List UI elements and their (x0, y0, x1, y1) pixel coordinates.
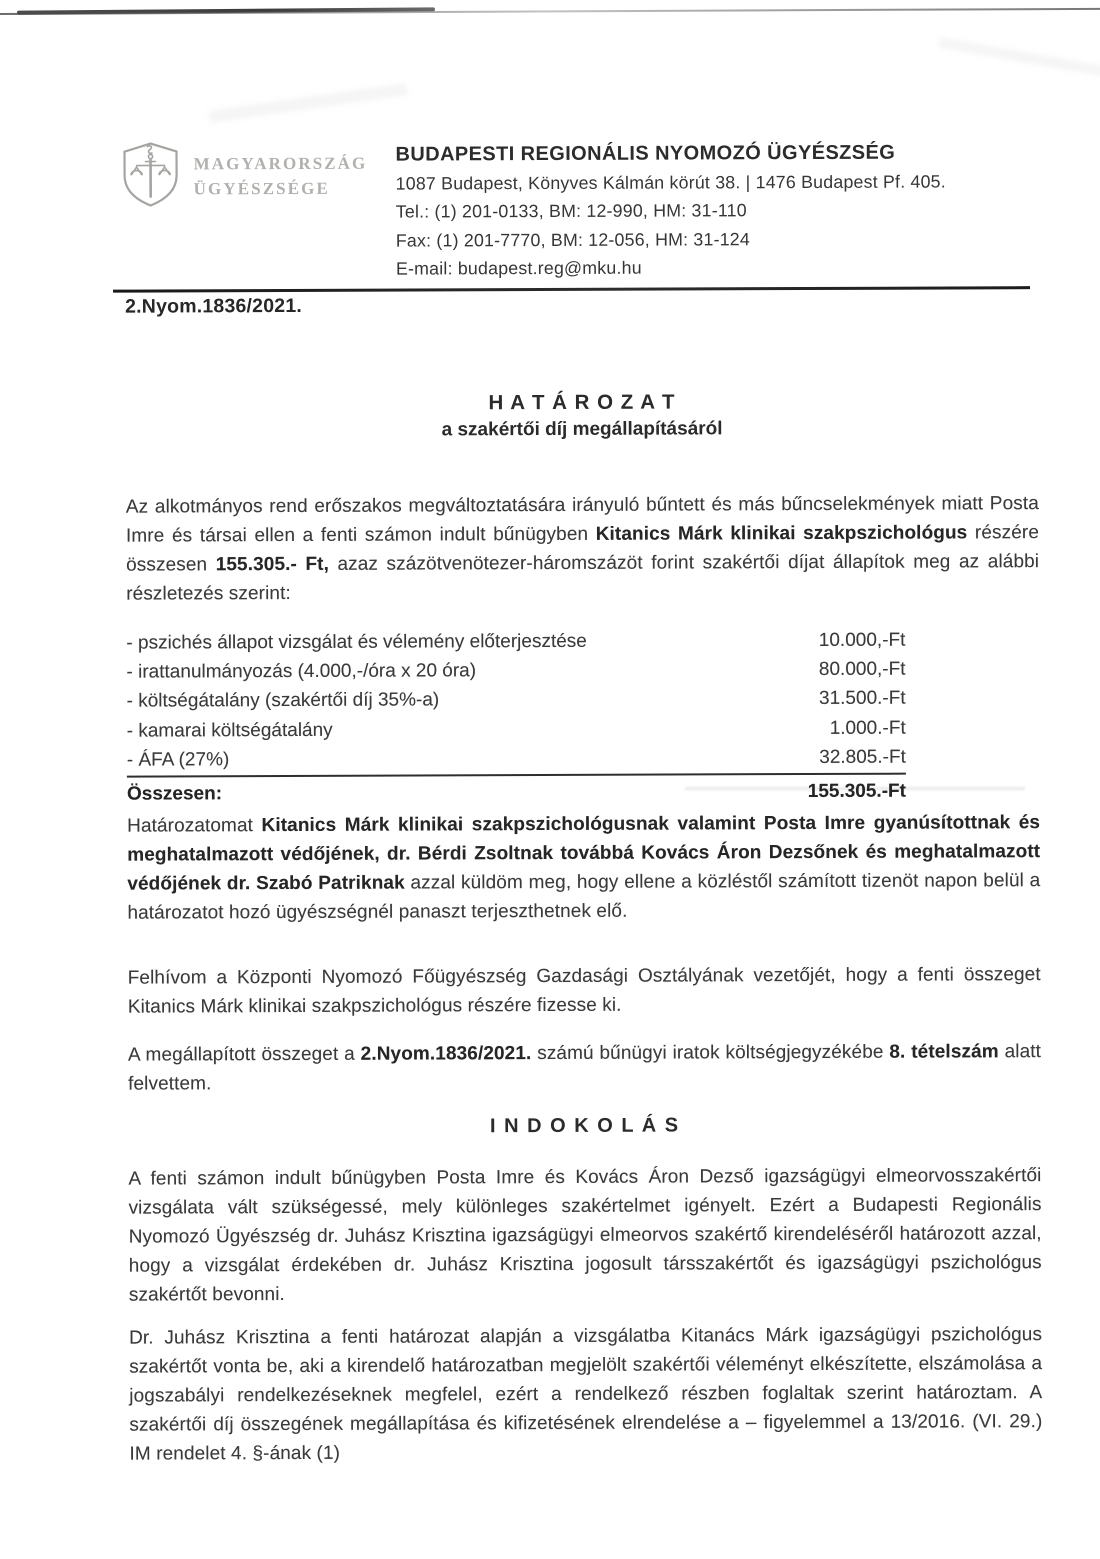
fee-total-label: Összesen: (126, 783, 223, 805)
paragraph-payment-instruction: Felhívom a Központi Nyomozó Főügyészség Gazdasági Osztályának vezetőjét, hogy a fenti összeget Kitanics Márk klinikai szakpszichológus részére fizesse ki. (127, 964, 1041, 1018)
fee-total-row (127, 776, 906, 810)
office-email: E-mail: budapest.reg@mku.hu (395, 257, 642, 279)
fee-row (127, 742, 906, 777)
header-divider (113, 286, 1030, 293)
text-run: azzal küldöm meg, hogy ellene a közléstől számított tizenöt napon belül a határozatot hozó ügyészségnél panaszt terjeszthetnek elő. (127, 870, 1041, 924)
fee-item-amount: 1.000.-Ft (829, 717, 906, 739)
bold-text: Kitanics Márk klinikai szakpszichológusnak valamint Posta Imre gyanúsítottnak és meghatalmazott védőjének, dr. Bérdi Zsoltnak továbbá Kovács Áron Dezsőnek és meghatalmazott védőjének dr. Szabó Patriknak (127, 812, 1041, 895)
office-phone: Tel.: (1) 201-0133, BM: 12-990, HM: 31-110 (395, 200, 747, 222)
fee-item-amount: 32.805.-Ft (819, 746, 906, 768)
fee-row (126, 655, 905, 687)
document-title: H A T Á R O Z A T (488, 390, 676, 415)
text-run: azaz százötvenötezer-háromszázöt forint szakértői díjat állapítok meg az alábbi részletezés szerint: (126, 551, 1040, 605)
fee-row (126, 626, 905, 658)
bold-text: 155.305.- Ft, (215, 553, 329, 576)
office-contact-block (395, 138, 946, 283)
paragraph-reasoning-2: Dr. Juhász Krisztina a fenti határozat alapján a vizsgálatba Kitanács Márk igazságügyi pszichológus szakértőt vonta be, aki a kirendelő határozatban megjelölt szakértői véleményt elkészítette, elszámolása a jogszabályi rendelkezéseknek megfelel, ezért a rendelkező részben foglaltak szerint határoztam. A szakértői díj összegének megállapítása és kifizetésének elrendelése a – figyelemmel a 13/2016. (VI. 29.) IM rendelet 4. §-ának (1) (129, 1324, 1043, 1465)
organization-name (194, 151, 368, 202)
paragraph-cost-register (128, 1037, 1041, 1099)
bold-text: 2.Nyom.1836/2021. (360, 1043, 532, 1065)
fee-item-label: - költségátalány (szakértői díj 35%-a) (126, 689, 440, 713)
fee-row (127, 684, 906, 716)
fee-item-label: - irattanulmányozás (4.000,-/óra x 20 óra) (126, 660, 477, 683)
paragraph-intro (126, 489, 1039, 609)
fee-item-label: - kamarai költségátalány (126, 719, 333, 742)
text-run: A megállapított összeget a (127, 1043, 361, 1066)
fee-table (126, 626, 906, 810)
paragraph-reasoning-1: A fenti számon indult bűnügyben Posta Imre és Kovács Áron Dezső igazságügyi elmeorvosszakértői vizsgálata vált szükségessé, mely különleges szakértelmet igényelt. Ezért a Budapesti Regionális Nyomozó Ügyészség dr. Juhász Krisztina igazságügyi elmeorvos szakértő kirendeléséről határozott azzal, hogy a vizsgálat érdekében dr. Juhász Krisztina jogosult társszakértőt és igazságügyi pszichológus szakértőt bevonni. (128, 1165, 1042, 1306)
organization-name-line2: ÜGYÉSZSÉGE (193, 178, 330, 199)
section-heading-indokolas: I N D O K O L Á S (489, 1114, 680, 1138)
organization-name-line1: MAGYARORSZÁG (193, 153, 368, 174)
fee-rows (126, 626, 906, 778)
office-address: 1087 Budapest, Könyves Kálmán körút 38. | 1476 Budapest Pf. 405. (395, 171, 946, 194)
bold-text: 8. tételszám (889, 1041, 999, 1063)
text-run: alatt felvettem. (128, 1041, 1042, 1095)
fee-item-label: - pszichés állapot vizsgálat és vélemény előterjesztése (126, 630, 587, 654)
fee-item-amount: 10.000,-Ft (818, 629, 906, 651)
text-run: részére összesen (126, 522, 1040, 576)
text-run: Az alkotmányos rend erőszakos megváltoztatására irányuló bűntett és más bűncselekmények miatt Posta Imre és társai ellen a fenti számon indult bűnügyben (125, 493, 1039, 547)
fee-row (127, 713, 906, 745)
title-block (125, 389, 1038, 443)
fee-total-amount: 155.305.-Ft (807, 780, 907, 803)
bold-text: Kitanics Márk klinikai szakpszichológus (595, 522, 968, 545)
prosecution-shield-scales-icon (119, 141, 181, 212)
case-number: 2.Nyom.1836/2021. (125, 294, 303, 318)
office-name: BUDAPESTI REGIONÁLIS NYOMOZÓ ÜGYÉSZSÉG (395, 141, 896, 166)
fee-item-amount: 31.500.-Ft (818, 688, 906, 710)
paragraph-notification (127, 808, 1040, 928)
fee-item-label: - ÁFA (27%) (126, 749, 230, 771)
text-run: Határozatomat (127, 815, 262, 837)
document-subtitle: a szakértői díj megállapításáról (441, 418, 723, 441)
text-run: számú bűnügyi iratok költségjegyzékébe (531, 1041, 890, 1065)
fee-item-amount: 80.000,-Ft (818, 658, 906, 681)
office-fax: Fax: (1) 201-7770, BM: 12-056, HM: 31-124 (395, 229, 751, 251)
